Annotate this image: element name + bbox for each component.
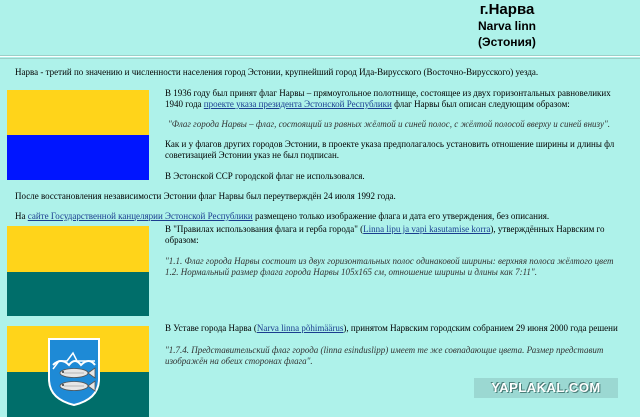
statute-quote-line1: "1.7.4. Представительский флаг города (linna esinduslipp) имеет те же совпадающие цвета. Размер представит — [165, 345, 604, 355]
flag-stripe-yellow — [7, 226, 149, 272]
header-divider — [0, 55, 640, 57]
flag-description-quote: "Флаг города Нарвы – флаг, состоящий из равных жёлтой и синей полос, с жёлтой полосой вверху и синей внизу". — [168, 119, 611, 129]
section1-para2-line2: советизацией Эстонии указ не был подписан. — [165, 150, 340, 160]
intro-paragraph: Нарва - третий по значению и численности населения город Эстонии, крупнейший город Ида-Вирусского (Восточно-Вирусского) уезда. — [15, 67, 539, 77]
header-divider-secondary — [0, 58, 640, 59]
flag-stripe-teal — [7, 272, 149, 316]
flag-stripe-blue — [7, 135, 149, 180]
section3-line1-post: ), принятом Нарвским городским собранием 29 июня 2000 года решени — [343, 323, 618, 333]
president-decree-link[interactable]: проекте указа президента Эстонской Республики — [203, 99, 392, 109]
rules-quote-line2: 1.2. Нормальный размер флага города Нарвы 105х165 см, отношение ширины и длины как 7:11". — [165, 267, 537, 277]
section1-para1-post: флаг Нарвы был описан следующим образом: — [394, 99, 570, 109]
section1-para1-line1: В 1936 году был принят флаг Нарвы – прямоугольное полотнище, состоящее из двух горизонтальных равновеликих — [165, 88, 611, 98]
city-subtitle: Narva linn — [477, 19, 537, 33]
flag-stripe-yellow — [7, 90, 149, 135]
watermark-logo: YAPLAKAL.COM — [474, 378, 618, 398]
section3-line1-pre: В Уставе города Нарва ( — [165, 323, 257, 333]
section2-line1-pre: В "Правилах использования флага и герба города" ( — [165, 224, 364, 234]
independence-paragraph: После восстановления независимости Эстонии флаг Нарвы был переутверждён 24 июля 1992 года. — [15, 191, 396, 201]
statute-quote-line2: изображён на обеих сторонах флага". — [165, 356, 313, 366]
flag-rules-link[interactable]: Linna lipu ja vapi kasutamise korra — [363, 224, 491, 234]
coat-of-arms-icon — [47, 335, 101, 407]
city-title: г.Нарва — [479, 1, 535, 18]
section2-line2: образом: — [165, 235, 199, 245]
section2-line1 — [165, 224, 605, 235]
country-label: (Эстония) — [478, 35, 536, 49]
rules-quote-line1: "1.1. Флаг города Нарвы состоит из двух горизонтальных полос одинаковой ширины: верхняя полоса жёлтого цвет — [165, 256, 614, 266]
site-note-pre: На — [15, 211, 26, 221]
page-header — [432, 2, 582, 50]
section1-para3: В Эстонской ССР городской флаг не использовался. — [165, 171, 365, 181]
state-chancellery-link[interactable]: сайте Государственной канцелярии Эстонской Республики — [27, 211, 253, 221]
site-note-paragraph — [15, 211, 549, 222]
section3-line1 — [165, 323, 618, 334]
section2-line1-post: ), утверждённых Нарвским го — [490, 224, 605, 234]
section1-para1-line2 — [165, 99, 570, 110]
section1-para1-pre: 1940 года — [165, 99, 202, 109]
section1-para2-line1: Как и у флагов других городов Эстонии, в проекте указа предполагалось установить отношение ширины и длины фл — [165, 139, 615, 149]
site-note-post: размещено только изображение флага и дата его утверждения, без описания. — [255, 211, 550, 221]
city-statute-link[interactable]: Narva linna põhimäärus — [256, 323, 344, 333]
